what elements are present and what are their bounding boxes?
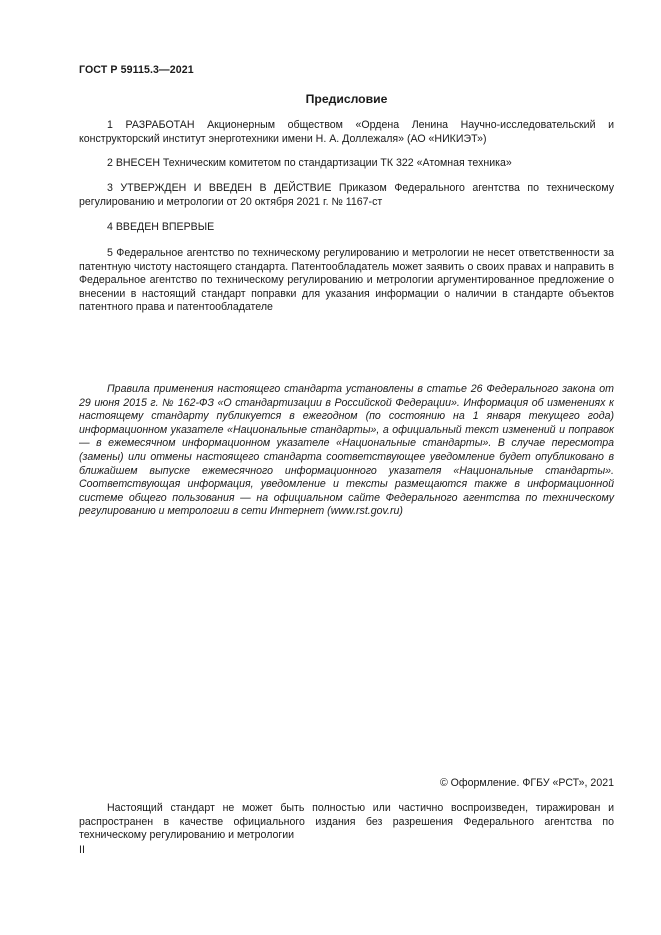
reproduction-notice: Настоящий стандарт не может быть полностью или частично воспроизведен, тиражирован и распространен в качестве официального издания без разрешения Федерального агентства по техническому регулированию и метрологии (79, 802, 614, 842)
preface-item-introduced: 2 ВНЕСЕН Техническим комитетом по стандартизации ТК 322 «Атомная техника» (107, 157, 512, 169)
standard-code-header: ГОСТ Р 59115.3—2021 (79, 64, 194, 76)
preface-item-developed: 1 РАЗРАБОТАН Акционерным обществом «Ордена Ленина Научно-исследовательский и конструкторский институт энерготехники имени Н. А. Доллежаля» (АО «НИКИЭТ») (79, 119, 614, 145)
copyright-notice: © Оформление. ФГБУ «РСТ», 2021 (439, 777, 614, 789)
preface-item-approved: 3 УТВЕРЖДЕН И ВВЕДЕН В ДЕЙСТВИЕ Приказом Федерального агентства по техническому регулированию и метрологии от 20 октября 2021 г. № 1167-ст (79, 182, 614, 208)
application-rules-note: Правила применения настоящего стандарта установлены в статье 26 Федерального закона от 29 июня 2015 г. № 162-ФЗ «О стандартизации в Российской Федерации». Информация об изменениях к настоящему стандарту публикуется в ежегодном (по состоянию на 1 января текущего года) информационном указателе «Национальные стандарты», а официальный текст изменений и поправок — в ежемесячном информационном указателе «Национальные стандарты». В случае пересмотра (замены) или отмены настоящего стандарта соответствующее уведомление будет опубликовано в ближайшем выпуске ежемесячного информационного указателя «Национальные стандарты». Соответствующая информация, уведомление и тексты размещаются также в информационной системе общего пользования — на официальном сайте Федерального агентства по техническому регулированию и метрологии в сети Интернет (www.rst.gov.ru) (79, 383, 614, 518)
page-number: II (79, 844, 85, 856)
preface-item-first-time: 4 ВВЕДЕН ВПЕРВЫЕ (107, 221, 215, 233)
preface-title: Предисловие (305, 92, 388, 106)
preface-item-patent: 5 Федеральное агентство по техническому регулированию и метрологии не несет ответственности за патентную чистоту настоящего стандарта. Патентообладатель может заявить о своих правах и направить в Федеральное агентство по техническому регулированию и метрологии аргументированное предложение о внесении в настоящий стандарт поправки для указания информации о наличии в стандарте объектов патентного права и патентообладателе (79, 247, 614, 314)
